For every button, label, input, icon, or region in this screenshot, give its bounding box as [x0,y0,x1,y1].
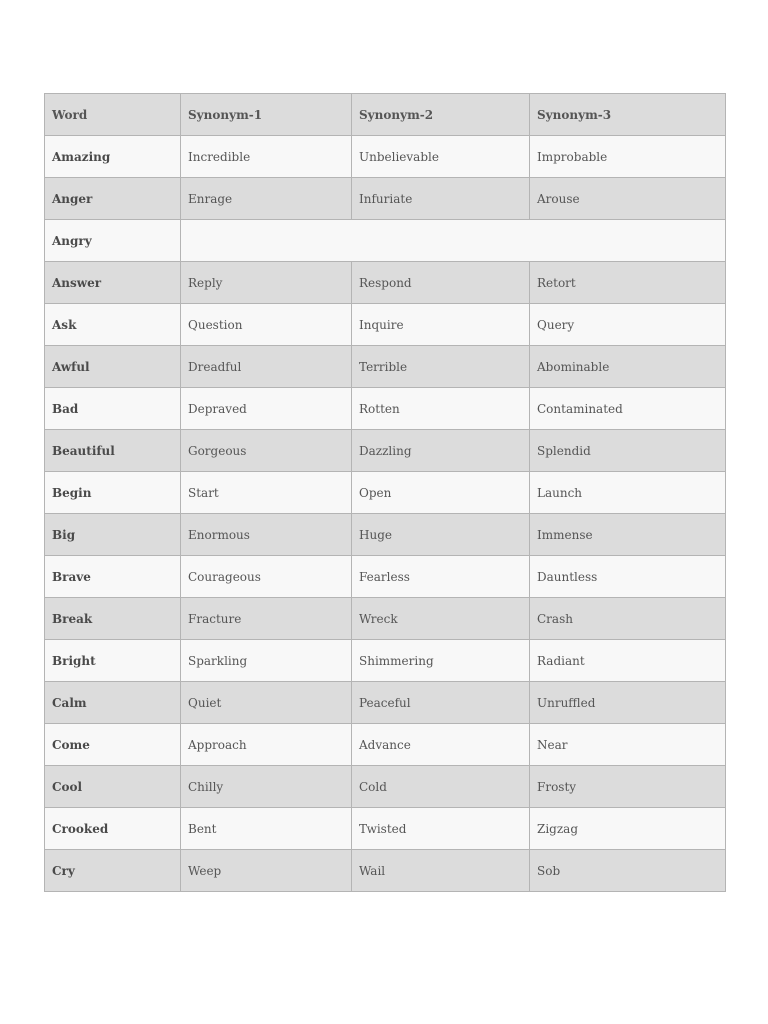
table-row [45,514,726,556]
cell-synonym-1: Depraved [181,388,352,430]
cell-synonym-1: Enrage [181,178,352,220]
table-row [45,808,726,850]
cell-word: Cry [45,850,181,892]
cell-synonym-2: Dazzling [352,430,530,472]
cell-synonym-2: Peaceful [352,682,530,724]
cell-word: Crooked [45,808,181,850]
cell-merged-empty [181,220,726,262]
table-row [45,262,726,304]
cell-word: Beautiful [45,430,181,472]
header-synonym-2: Synonym-2 [352,94,530,136]
cell-synonym-3: Query [530,304,726,346]
cell-synonym-2: Rotten [352,388,530,430]
cell-synonym-1: Courageous [181,556,352,598]
cell-word: Begin [45,472,181,514]
table-row [45,598,726,640]
cell-word: Awful [45,346,181,388]
cell-synonym-3: Retort [530,262,726,304]
synonyms-table [44,93,726,892]
table-row [45,850,726,892]
cell-synonym-3: Arouse [530,178,726,220]
table-header-row [45,94,726,136]
cell-synonym-2: Huge [352,514,530,556]
cell-synonym-2: Infuriate [352,178,530,220]
cell-synonym-2: Respond [352,262,530,304]
header-word: Word [45,94,181,136]
table-row [45,178,726,220]
table-row [45,766,726,808]
cell-synonym-2: Shimmering [352,640,530,682]
cell-synonym-1: Incredible [181,136,352,178]
table-row [45,640,726,682]
cell-synonym-3: Contaminated [530,388,726,430]
table-row [45,682,726,724]
cell-synonym-2: Open [352,472,530,514]
cell-synonym-1: Reply [181,262,352,304]
table-row [45,220,726,262]
cell-synonym-1: Bent [181,808,352,850]
cell-synonym-3: Splendid [530,430,726,472]
header-synonym-1: Synonym-1 [181,94,352,136]
table-row [45,136,726,178]
cell-word: Cool [45,766,181,808]
cell-synonym-3: Sob [530,850,726,892]
cell-word: Bright [45,640,181,682]
table-row [45,346,726,388]
cell-synonym-1: Sparkling [181,640,352,682]
cell-word: Break [45,598,181,640]
table-row [45,304,726,346]
cell-synonym-1: Approach [181,724,352,766]
cell-word: Brave [45,556,181,598]
cell-word: Angry [45,220,181,262]
table-row [45,430,726,472]
cell-synonym-3: Improbable [530,136,726,178]
cell-synonym-2: Unbelievable [352,136,530,178]
cell-synonym-1: Gorgeous [181,430,352,472]
table-row [45,556,726,598]
cell-word: Anger [45,178,181,220]
cell-synonym-3: Unruffled [530,682,726,724]
cell-synonym-2: Fearless [352,556,530,598]
cell-word: Amazing [45,136,181,178]
cell-synonym-1: Enormous [181,514,352,556]
cell-synonym-1: Quiet [181,682,352,724]
cell-synonym-2: Wail [352,850,530,892]
table-row [45,472,726,514]
cell-synonym-2: Inquire [352,304,530,346]
table-row [45,724,726,766]
cell-word: Answer [45,262,181,304]
cell-synonym-3: Dauntless [530,556,726,598]
cell-synonym-2: Twisted [352,808,530,850]
cell-synonym-1: Fracture [181,598,352,640]
cell-synonym-2: Cold [352,766,530,808]
table-body [45,136,726,892]
cell-synonym-3: Zigzag [530,808,726,850]
cell-synonym-3: Crash [530,598,726,640]
cell-word: Come [45,724,181,766]
cell-synonym-3: Launch [530,472,726,514]
cell-synonym-2: Advance [352,724,530,766]
cell-synonym-3: Abominable [530,346,726,388]
cell-synonym-2: Wreck [352,598,530,640]
cell-synonym-2: Terrible [352,346,530,388]
cell-synonym-1: Chilly [181,766,352,808]
cell-word: Bad [45,388,181,430]
cell-word: Ask [45,304,181,346]
cell-synonym-3: Immense [530,514,726,556]
cell-synonym-3: Radiant [530,640,726,682]
cell-synonym-1: Weep [181,850,352,892]
cell-synonym-1: Question [181,304,352,346]
table-row [45,388,726,430]
cell-word: Big [45,514,181,556]
cell-synonym-3: Frosty [530,766,726,808]
cell-synonym-1: Start [181,472,352,514]
cell-synonym-3: Near [530,724,726,766]
cell-synonym-1: Dreadful [181,346,352,388]
cell-word: Calm [45,682,181,724]
header-synonym-3: Synonym-3 [530,94,726,136]
